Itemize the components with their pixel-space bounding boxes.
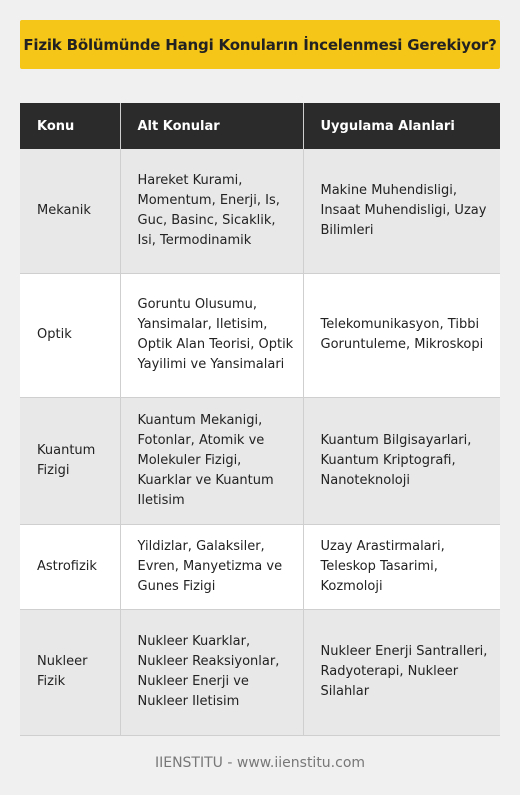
topic-cell: Astrofizik [20, 524, 120, 609]
column-header-subtopics: Alt Konular [120, 103, 303, 149]
title-banner [20, 20, 500, 69]
topic-cell: Optik [20, 273, 120, 397]
table-header-row [20, 103, 500, 149]
subtopics-cell: Nukleer Kuarklar, Nukleer Reaksiyonlar, Nukleer Enerji ve Nukleer Iletisim [120, 609, 303, 735]
page-title: Fizik Bölümünde Hangi Konuların İncelenmesi Gerekiyor? [23, 35, 497, 54]
subtopics-cell: Hareket Kurami, Momentum, Enerji, Is, Guc, Basinc, Sicaklik, Isi, Termodinamik [120, 149, 303, 273]
topic-cell: Mekanik [20, 149, 120, 273]
subtopics-cell: Goruntu Olusumu, Yansimalar, Iletisim, Optik Alan Teorisi, Optik Yayilimi ve Yansimalari [120, 273, 303, 397]
table-row [20, 149, 500, 273]
column-header-applications: Uygulama Alanlari [303, 103, 500, 149]
subtopics-cell: Kuantum Mekanigi, Fotonlar, Atomik ve Molekuler Fizigi, Kuarklar ve Kuantum Iletisim [120, 397, 303, 524]
column-header-topic: Konu [20, 103, 120, 149]
table-row [20, 524, 500, 609]
footer-credit: IIENSTITU - www.iienstitu.com [154, 755, 366, 771]
topic-cell: Kuantum Fizigi [20, 397, 120, 524]
table-row [20, 397, 500, 524]
physics-topics-table [20, 103, 500, 736]
topic-cell: Nukleer Fizik [20, 609, 120, 735]
applications-cell: Uzay Arastirmalari, Teleskop Tasarimi, Kozmoloji [303, 524, 500, 609]
applications-cell: Telekomunikasyon, Tibbi Goruntuleme, Mikroskopi [303, 273, 500, 397]
applications-cell: Kuantum Bilgisayarlari, Kuantum Kriptografi, Nanoteknoloji [303, 397, 500, 524]
subtopics-cell: Yildizlar, Galaksiler, Evren, Manyetizma ve Gunes Fizigi [120, 524, 303, 609]
applications-cell: Nukleer Enerji Santralleri, Radyoterapi, Nukleer Silahlar [303, 609, 500, 735]
applications-cell: Makine Muhendisligi, Insaat Muhendisligi, Uzay Bilimleri [303, 149, 500, 273]
table-row [20, 273, 500, 397]
table-row [20, 609, 500, 735]
